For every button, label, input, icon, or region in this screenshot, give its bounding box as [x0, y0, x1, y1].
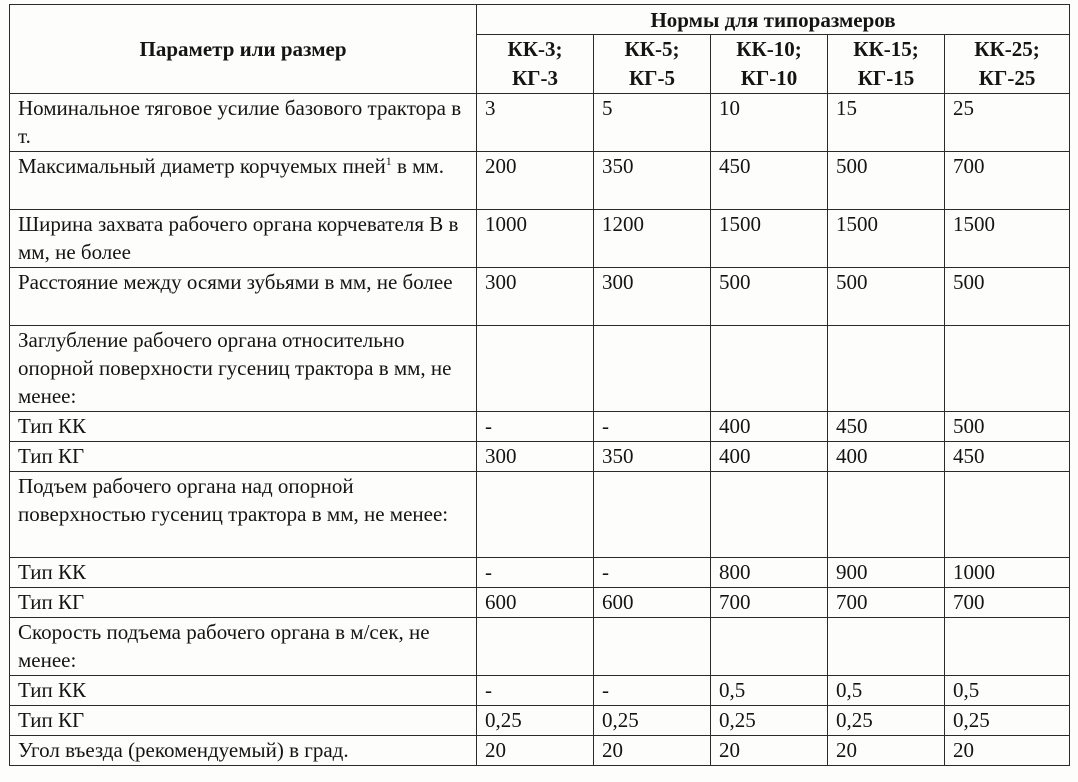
- row-label: Ширина захвата рабочего органа корчевателя В в мм, не более: [10, 210, 477, 268]
- value-cell: [828, 326, 945, 412]
- row-label: Расстояние между осями зубьями в мм, не более: [10, 268, 477, 326]
- value-cell: [594, 618, 711, 676]
- value-cell: 500: [711, 268, 828, 326]
- value-cell: [477, 472, 594, 558]
- value-cell: 700: [945, 152, 1070, 210]
- table-row: [10, 210, 1070, 268]
- param-header: Параметр или размер: [10, 5, 477, 94]
- table-row: [10, 588, 1070, 618]
- value-cell: 450: [828, 412, 945, 442]
- value-cell: 300: [477, 268, 594, 326]
- row-label: Угол въезда (рекомендуемый) в град.: [10, 736, 477, 766]
- value-cell: 20: [711, 736, 828, 766]
- value-cell: 1500: [711, 210, 828, 268]
- table-row: [10, 676, 1070, 706]
- value-cell: 500: [945, 412, 1070, 442]
- value-cell: 700: [711, 588, 828, 618]
- norms-table: [9, 4, 1070, 766]
- size-header-kk25: КК-25; КГ-25: [945, 35, 1070, 94]
- table-row: [10, 472, 1070, 558]
- value-cell: 700: [945, 588, 1070, 618]
- table-row: [10, 412, 1070, 442]
- value-cell: 350: [594, 442, 711, 472]
- size-header-kk10: КК-10; КГ-10: [711, 35, 828, 94]
- value-cell: [828, 472, 945, 558]
- value-cell: 20: [594, 736, 711, 766]
- value-cell: 900: [828, 558, 945, 588]
- table-row: [10, 442, 1070, 472]
- value-cell: 800: [711, 558, 828, 588]
- row-label: Номинальное тяговое усилие базового трактора в т.: [10, 94, 477, 152]
- row-label: Тип КК: [10, 676, 477, 706]
- value-cell: 600: [594, 588, 711, 618]
- value-cell: 500: [828, 152, 945, 210]
- table-row: [10, 706, 1070, 736]
- value-cell: 700: [828, 588, 945, 618]
- table-body: [10, 94, 1070, 766]
- row-label: Максимальный диаметр корчуемых пней$^1$ в мм.: [10, 152, 477, 210]
- value-cell: 450: [945, 442, 1070, 472]
- size-header-kk5: КК-5; КГ-5: [594, 35, 711, 94]
- value-cell: 0,25: [945, 706, 1070, 736]
- value-cell: 0,25: [828, 706, 945, 736]
- size-header-kk3: КК-3; КГ-3: [477, 35, 594, 94]
- value-cell: 1500: [828, 210, 945, 268]
- value-cell: 5: [594, 94, 711, 152]
- value-cell: 500: [945, 268, 1070, 326]
- value-cell: [594, 472, 711, 558]
- value-cell: 450: [711, 152, 828, 210]
- table-row: [10, 558, 1070, 588]
- value-cell: 500: [828, 268, 945, 326]
- table-row: [10, 152, 1070, 210]
- row-label: Тип КК: [10, 558, 477, 588]
- value-cell: 350: [594, 152, 711, 210]
- value-cell: 0,25: [477, 706, 594, 736]
- value-cell: -: [594, 558, 711, 588]
- row-label: Тип КГ: [10, 588, 477, 618]
- value-cell: 400: [711, 412, 828, 442]
- value-cell: 20: [477, 736, 594, 766]
- value-cell: 20: [945, 736, 1070, 766]
- value-cell: 1000: [945, 558, 1070, 588]
- value-cell: 20: [828, 736, 945, 766]
- size-header-kk15: КК-15; КГ-15: [828, 35, 945, 94]
- row-label: Тип КГ: [10, 442, 477, 472]
- row-label: Подъем рабочего органа над опорной поверхностью гусениц трактора в мм, не менее:: [10, 472, 477, 558]
- value-cell: [477, 326, 594, 412]
- value-cell: [945, 472, 1070, 558]
- table-row: [10, 736, 1070, 766]
- value-cell: 1200: [594, 210, 711, 268]
- value-cell: 0,5: [711, 676, 828, 706]
- row-label: Тип КГ: [10, 706, 477, 736]
- value-cell: -: [594, 412, 711, 442]
- value-cell: 300: [594, 268, 711, 326]
- value-cell: 3: [477, 94, 594, 152]
- value-cell: -: [477, 412, 594, 442]
- header-row: [10, 5, 1070, 35]
- value-cell: 200: [477, 152, 594, 210]
- footnote-marker: 1: [385, 154, 392, 168]
- norms-header: Нормы для типоразмеров: [477, 5, 1070, 35]
- value-cell: [477, 618, 594, 676]
- value-cell: 300: [477, 442, 594, 472]
- table-row: [10, 326, 1070, 412]
- value-cell: 0,5: [828, 676, 945, 706]
- value-cell: 10: [711, 94, 828, 152]
- value-cell: 400: [711, 442, 828, 472]
- value-cell: [945, 326, 1070, 412]
- row-label: Скорость подъема рабочего органа в м/сек, не менее:: [10, 618, 477, 676]
- value-cell: [945, 618, 1070, 676]
- table-row: [10, 94, 1070, 152]
- value-cell: 0,25: [594, 706, 711, 736]
- value-cell: [711, 472, 828, 558]
- row-label: Заглубление рабочего органа относительно опорной поверхности гусениц трактора в мм, не менее:: [10, 326, 477, 412]
- value-cell: [711, 618, 828, 676]
- value-cell: 400: [828, 442, 945, 472]
- value-cell: 25: [945, 94, 1070, 152]
- row-label: Тип КК: [10, 412, 477, 442]
- table-row: [10, 618, 1070, 676]
- value-cell: 1000: [477, 210, 594, 268]
- value-cell: 0,25: [711, 706, 828, 736]
- table-row: [10, 268, 1070, 326]
- value-cell: 600: [477, 588, 594, 618]
- value-cell: -: [594, 676, 711, 706]
- value-cell: -: [477, 676, 594, 706]
- value-cell: [828, 618, 945, 676]
- value-cell: 15: [828, 94, 945, 152]
- value-cell: 0,5: [945, 676, 1070, 706]
- value-cell: -: [477, 558, 594, 588]
- value-cell: 1500: [945, 210, 1070, 268]
- value-cell: [594, 326, 711, 412]
- value-cell: [711, 326, 828, 412]
